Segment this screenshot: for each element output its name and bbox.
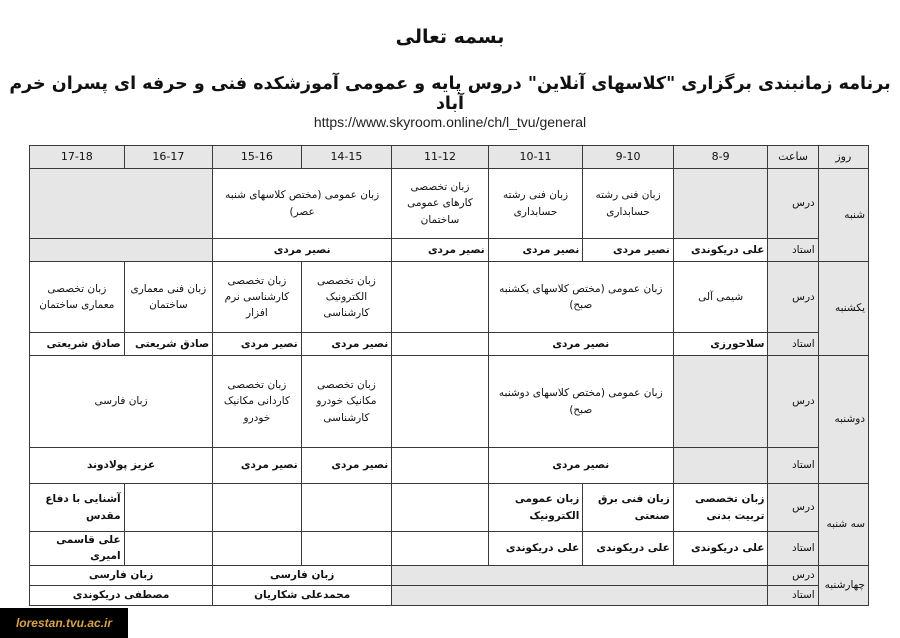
empty-cell — [673, 448, 768, 484]
teacher-cell: نصیر مردی — [301, 448, 392, 484]
teacher-cell: نصیر مردی — [392, 239, 489, 262]
empty-cell — [392, 262, 489, 333]
teacher-cell: علی دریکوندی — [488, 532, 583, 566]
teacher-cell: علی قاسمی امیری — [30, 532, 125, 566]
col-hour-header: ساعت — [768, 146, 818, 169]
row-label-lesson: درس — [768, 484, 818, 532]
time-header: 17-18 — [30, 146, 125, 169]
empty-cell — [30, 239, 213, 262]
row-label-teacher: استاد — [768, 532, 818, 566]
day-sunday: یکشنبه — [818, 262, 868, 356]
empty-cell — [301, 484, 392, 532]
day-monday: دوشنبه — [818, 356, 868, 484]
wed-lesson-row — [30, 565, 869, 585]
teacher-cell: علی دریکوندی — [583, 532, 674, 566]
mon-lesson-row — [30, 356, 869, 448]
lesson-cell: زبان عمومی (مختص کلاسهای دوشنبه صبح) — [488, 356, 673, 448]
empty-cell — [124, 532, 213, 566]
lesson-cell: زبان فنی رشته حسابداری — [488, 169, 583, 239]
sun-teacher-row — [30, 333, 869, 356]
empty-cell — [673, 356, 768, 448]
lesson-cell: زبان فنی معماری ساختمان — [124, 262, 213, 333]
empty-cell — [301, 532, 392, 566]
lesson-cell: زبان عمومی الکترونیک — [488, 484, 583, 532]
empty-cell — [30, 169, 213, 239]
teacher-cell: نصیر مردی — [301, 333, 392, 356]
time-header: 10-11 — [488, 146, 583, 169]
row-label-teacher: استاد — [768, 585, 818, 605]
skyroom-url: https://www.skyroom.online/ch/l_tvu/general — [313, 114, 587, 130]
lesson-cell: زبان تخصصی الکترونیک کارشناسی — [301, 262, 392, 333]
teacher-cell: سلاحورزی — [673, 333, 768, 356]
lesson-cell: زبان تخصصی کارهای عمومی ساختمان — [392, 169, 489, 239]
row-label-lesson: درس — [768, 262, 818, 333]
time-header: 8-9 — [673, 146, 768, 169]
header-row — [30, 146, 869, 169]
empty-cell — [392, 565, 768, 585]
lesson-cell: زبان فنی رشته حسابداری — [583, 169, 674, 239]
document-title: برنامه زمانبندی برگزاری "کلاسهای آنلاین" دروس پایه و عمومی آموزشکده فنی و حرفه ای پسران خرم آباد — [9, 74, 891, 114]
empty-cell — [124, 484, 213, 532]
teacher-cell: علی دریکوندی — [673, 532, 768, 566]
teacher-cell: نصیر مردی — [213, 239, 392, 262]
wed-teacher-row — [30, 585, 869, 605]
row-label-teacher: استاد — [768, 333, 818, 356]
teacher-cell: نصیر مردی — [488, 239, 583, 262]
col-day-header: روز — [818, 146, 868, 169]
time-header: 14-15 — [301, 146, 392, 169]
time-header: 15-16 — [213, 146, 302, 169]
sat-lesson-row — [30, 169, 869, 239]
empty-cell — [392, 448, 489, 484]
row-label-teacher: استاد — [768, 239, 818, 262]
teacher-cell: مصطفی دریکوندی — [30, 585, 213, 605]
empty-cell — [392, 585, 768, 605]
teacher-cell: نصیر مردی — [488, 448, 673, 484]
empty-cell — [392, 484, 489, 532]
teacher-cell: صادق شریعتی — [124, 333, 213, 356]
day-wednesday: چهارشنبه — [818, 565, 868, 605]
time-header: 9-10 — [583, 146, 674, 169]
lesson-cell: زبان عمومی (مختص کلاسهای یکشنبه صبح) — [488, 262, 673, 333]
time-header: 16-17 — [124, 146, 213, 169]
sat-teacher-row — [30, 239, 869, 262]
teacher-cell: نصیر مردی — [488, 333, 673, 356]
basmala-heading: بسمه تعالی — [395, 26, 505, 48]
lesson-cell: زبان فارسی — [213, 565, 392, 585]
lesson-cell: زبان فنی برق صنعتی — [583, 484, 674, 532]
tue-teacher-row — [30, 532, 869, 566]
lesson-cell: زبان تخصصی تربیت بدنی — [673, 484, 768, 532]
empty-cell — [392, 532, 489, 566]
lesson-cell: آشنایی با دفاع مقدس — [30, 484, 125, 532]
mon-teacher-row — [30, 448, 869, 484]
empty-cell — [213, 532, 302, 566]
teacher-cell: صادق شریعتی — [30, 333, 125, 356]
empty-cell — [213, 484, 302, 532]
empty-cell — [392, 333, 489, 356]
lesson-cell: زبان تخصصی کاردانی مکانیک خودرو — [213, 356, 302, 448]
teacher-cell: نصیر مردی — [583, 239, 674, 262]
teacher-cell: محمدعلی شکاریان — [213, 585, 392, 605]
site-footer-badge: lorestan.tvu.ac.ir — [0, 608, 128, 638]
row-label-teacher: استاد — [768, 448, 818, 484]
teacher-cell: عزیز پولادوند — [30, 448, 213, 484]
day-tuesday: سه شنبه — [818, 484, 868, 566]
time-header: 11-12 — [392, 146, 489, 169]
lesson-cell: زبان فارسی — [30, 356, 213, 448]
teacher-cell: علی دریکوندی — [673, 239, 768, 262]
teacher-cell: نصیر مردی — [213, 448, 302, 484]
lesson-cell: زبان فارسی — [30, 565, 213, 585]
teacher-cell: نصیر مردی — [213, 333, 302, 356]
lesson-cell: شیمی آلی — [673, 262, 768, 333]
row-label-lesson: درس — [768, 565, 818, 585]
lesson-cell: زبان تخصصی مکانیک خودرو کارشناسی — [301, 356, 392, 448]
tue-lesson-row — [30, 484, 869, 532]
lesson-cell — [673, 169, 768, 239]
lesson-cell: زبان تخصصی کارشناسی نرم افزار — [213, 262, 302, 333]
row-label-lesson: درس — [768, 169, 818, 239]
empty-cell — [392, 356, 489, 448]
row-label-lesson: درس — [768, 356, 818, 448]
lesson-cell: زبان عمومی (مختص کلاسهای شنبه عصر) — [213, 169, 392, 239]
schedule-table — [29, 145, 869, 606]
lesson-cell: زبان تخصصی معماری ساختمان — [30, 262, 125, 333]
sun-lesson-row — [30, 262, 869, 333]
day-saturday: شنبه — [818, 169, 868, 262]
